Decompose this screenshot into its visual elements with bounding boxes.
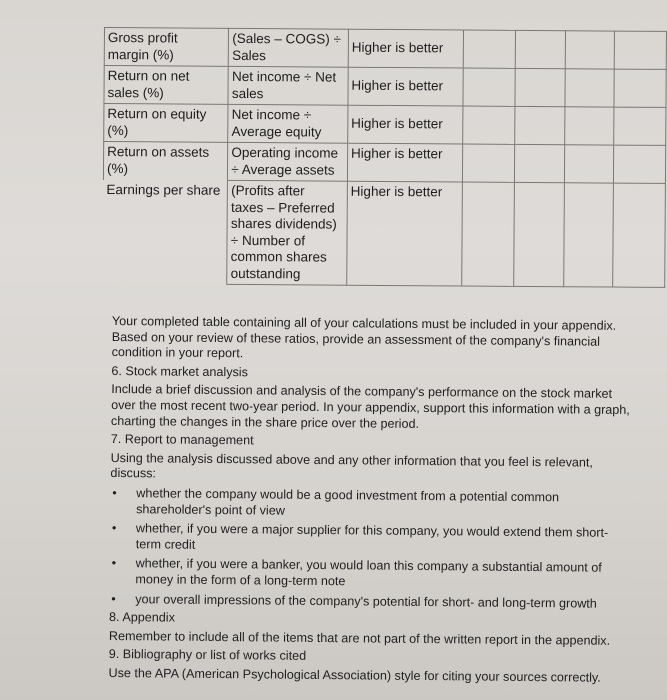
assessment-cell xyxy=(348,105,463,144)
list-item xyxy=(109,556,629,592)
section-body: Using the analysis discussed above and any other information that you feel is relevant, discuss: xyxy=(110,450,594,481)
formula-cell xyxy=(228,66,348,105)
empty-cell xyxy=(564,183,613,287)
table-row xyxy=(104,104,666,146)
formula-cell xyxy=(227,180,347,285)
formula-line: ÷ Average assets xyxy=(231,161,335,178)
section-body: Include a brief discussion and analysis of the company's performance on the stock market over the most recent two-year period. In your appendix, support this information with a graph, charting the changes in the share price over the period. xyxy=(110,382,630,431)
empty-cell xyxy=(515,68,565,106)
empty-cell xyxy=(564,145,613,183)
list-item-text: whether, if you were a major supplier for this company, you would extend them short-term credit xyxy=(135,521,609,552)
metric-line: Earnings per share xyxy=(106,181,221,198)
list-item-text: your overall impressions of the company's potential for short- and long-term growth xyxy=(135,591,597,611)
empty-cell xyxy=(515,144,565,182)
assessment-text: Higher is better xyxy=(351,77,444,94)
assessment-text: Higher is better xyxy=(351,39,444,56)
empty-cell xyxy=(613,145,666,183)
empty-cell xyxy=(565,69,614,107)
formula-cell xyxy=(228,142,348,181)
section-heading: 7. Report to management xyxy=(110,432,254,448)
assessment-cell xyxy=(348,67,463,106)
empty-cell xyxy=(613,107,666,145)
assessment-cell xyxy=(348,29,463,68)
metric-line: (%) xyxy=(107,122,129,138)
formula-cell xyxy=(228,104,348,143)
assessment-cell xyxy=(347,143,462,182)
empty-cell xyxy=(515,106,565,144)
metric-line: sales (%) xyxy=(107,84,164,100)
metric-cell xyxy=(103,142,228,181)
section-heading: 6. Stock market analysis xyxy=(111,363,249,380)
metric-cell xyxy=(103,179,228,284)
formula-line: Sales xyxy=(232,47,266,63)
empty-cell xyxy=(463,30,516,68)
metric-line: (%) xyxy=(106,160,129,176)
section-heading: 9. Bibliography or list of works cited xyxy=(108,647,307,664)
bullet-icon: • xyxy=(112,485,117,500)
empty-cell xyxy=(516,30,566,68)
list-item xyxy=(110,521,630,557)
metric-line: Gross profit xyxy=(107,30,178,46)
assessment-text: Higher is better xyxy=(350,183,443,200)
formula-line: Net income ÷ Net xyxy=(231,68,337,85)
instructions-text xyxy=(108,314,632,689)
empty-cell xyxy=(612,183,665,287)
formula-line: Net income ÷ xyxy=(231,106,312,123)
ratio-table xyxy=(102,27,667,288)
empty-cell xyxy=(614,69,667,107)
formula-line: sales xyxy=(231,85,264,101)
table-row xyxy=(103,142,665,184)
list-item-text: whether the company would be a good investment from a potential common shareholder's point of view xyxy=(136,486,560,518)
formula-line: (Profits after xyxy=(231,182,305,199)
bullet-icon: • xyxy=(111,521,117,536)
metric-line: margin (%) xyxy=(107,46,174,62)
assessment-cell xyxy=(347,181,463,286)
empty-cell xyxy=(462,144,515,182)
formula-line: Operating income xyxy=(231,144,339,161)
empty-cell xyxy=(565,31,614,69)
metric-cell xyxy=(104,28,229,67)
metric-cell xyxy=(104,66,229,105)
formula-line: (Sales – COGS) ÷ xyxy=(232,30,341,47)
metric-cell xyxy=(104,104,229,143)
empty-cell xyxy=(514,182,564,286)
list-item xyxy=(109,591,629,612)
section-body: Remember to include all of the items that are not part of the written report in the appendix. xyxy=(108,628,611,648)
formula-cell xyxy=(229,28,349,67)
table-row xyxy=(103,179,666,287)
section-body: Use the APA (American Psychological Association) style for citing your sources correctly. xyxy=(108,665,601,685)
table-row xyxy=(104,28,666,70)
empty-cell xyxy=(463,68,516,106)
formula-line: Average equity xyxy=(231,123,322,140)
empty-cell xyxy=(614,31,667,69)
section-heading: 8. Appendix xyxy=(109,610,175,625)
assessment-text: Higher is better xyxy=(350,145,443,162)
formula-line: ÷ Number of xyxy=(230,232,306,248)
list-item xyxy=(110,486,630,522)
formula-line: common shares xyxy=(230,248,327,265)
metric-line: Return on assets xyxy=(107,144,210,160)
empty-cell xyxy=(462,182,515,286)
metric-line: Return on net xyxy=(107,68,190,84)
bullet-icon: • xyxy=(111,556,117,571)
bullet-icon: • xyxy=(111,591,116,606)
formula-line: taxes – Preferred xyxy=(231,199,335,216)
table-row xyxy=(104,66,666,108)
metric-line: Return on equity xyxy=(107,106,207,122)
formula-line: shares dividends) xyxy=(230,215,337,232)
appendix-paragraph: Your completed table containing all of your calculations must be included in your appendix. Based on your review of these ratios, provide an assessment of the company's financial condition in your report. xyxy=(111,314,617,361)
empty-cell xyxy=(463,106,516,144)
formula-line: outstanding xyxy=(230,265,301,281)
assessment-text: Higher is better xyxy=(351,115,443,132)
empty-cell xyxy=(565,107,614,145)
list-item-text: whether, if you were a banker, you would loan this company a substantial amount of money in the form of a long-term note xyxy=(135,556,602,589)
